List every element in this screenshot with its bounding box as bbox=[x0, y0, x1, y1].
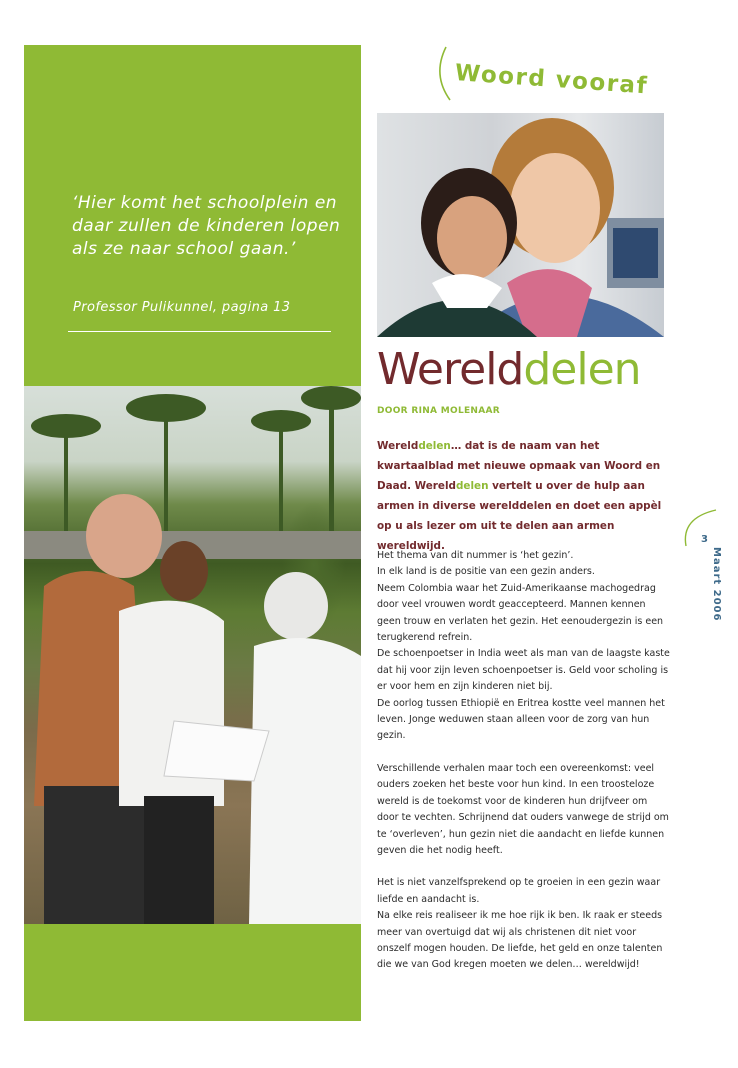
body-paragraph: Neem Colombia waar het Zuid-Amerikaanse machogedrag door veel vrouwen wordt geaccepteerd. Mannen kennen geen trouw en verlaten het gezin. Het eenoudergezin is een terugkerend refrein. bbox=[377, 582, 664, 644]
section-title: Woord vooraf bbox=[454, 60, 649, 100]
intro-word-delen: delen bbox=[418, 440, 451, 452]
article-title-part2: delen bbox=[523, 344, 641, 395]
intro-word-wereld-2: Wereld bbox=[414, 480, 456, 492]
body-paragraph: Het is niet vanzelfsprekend op te groeien in een gezin waar liefde en aandacht is. bbox=[377, 877, 661, 905]
article-title bbox=[377, 340, 641, 400]
issue-date: Maart 2006 bbox=[711, 547, 722, 622]
pull-quote-source: Professor Pulikunnel, pagina 13 bbox=[73, 300, 291, 315]
intro-word-delen-2: delen bbox=[455, 480, 489, 492]
body-paragraph: De oorlog tussen Ethiopië en Eritrea kostte veel mannen het leven. Jonge weduwen staan alleen voor de zorg van hun gezin. bbox=[377, 697, 665, 742]
body-paragraph: Het thema van dit nummer is ‘het gezin’. bbox=[377, 550, 574, 561]
mother-and-child-photo bbox=[377, 113, 664, 337]
pull-quote-divider bbox=[68, 331, 331, 332]
body-paragraph: Verschillende verhalen maar toch een overeenkomst: veel ouders zoeken het beste voor hun kind. In een troosteloze wereld is de toekomst voor de kinderen hun drijfveer om door te vechten. Schrijnend dat ouders vanwege de strijd om te ‘overleven’, hun gezin niet die aandacht en liefde kunnen geven die het nodig heeft. bbox=[377, 762, 669, 856]
intro-text-1: … dat is de naam van het kwartaalblad met nieuwe opmaak van Woord en Daad. bbox=[377, 440, 661, 492]
article-title-part1: Wereld bbox=[377, 344, 524, 395]
body-paragraph: Na elke reis realiseer ik me hoe rijk ik ben. Ik raak er steeds meer van overtuigd dat wij als christenen dit niet voor onszelf mogen houden. De liefde, het geld en onze talenten die we van God kregen moeten we delen… wereldwijd! bbox=[377, 910, 663, 971]
margin-curve-ornament bbox=[676, 508, 721, 548]
paragraph-gap bbox=[377, 859, 670, 875]
body-paragraph: In elk land is de positie van een gezin anders. bbox=[377, 566, 595, 578]
paragraph-gap bbox=[377, 745, 670, 761]
intro-word-wereld: Wereld bbox=[377, 440, 419, 452]
pull-quote: ‘Hier komt het schoolplein en daar zullen de kinderen lopen als ze naar school gaan.’ bbox=[72, 193, 341, 259]
page-number: 3 bbox=[701, 534, 708, 545]
intro-text-2: vertelt u over de hulp aan armen in diverse werelddelen en doet een appèl op u als lezer om uit te delen aan armen wereldwijd. bbox=[377, 480, 662, 552]
byline: DOOR RINA MOLENAAR bbox=[377, 406, 501, 416]
intro-paragraph bbox=[377, 436, 670, 556]
body-paragraph: De schoenpoetser in India weet als man van de laagste kaste dat hij voor zijn leven schoenpoetser is. Geld voor scholing is er voor hem en zijn kinderen niet bij. bbox=[377, 648, 670, 693]
article-body bbox=[377, 548, 670, 974]
field-meeting-photo bbox=[24, 386, 361, 924]
